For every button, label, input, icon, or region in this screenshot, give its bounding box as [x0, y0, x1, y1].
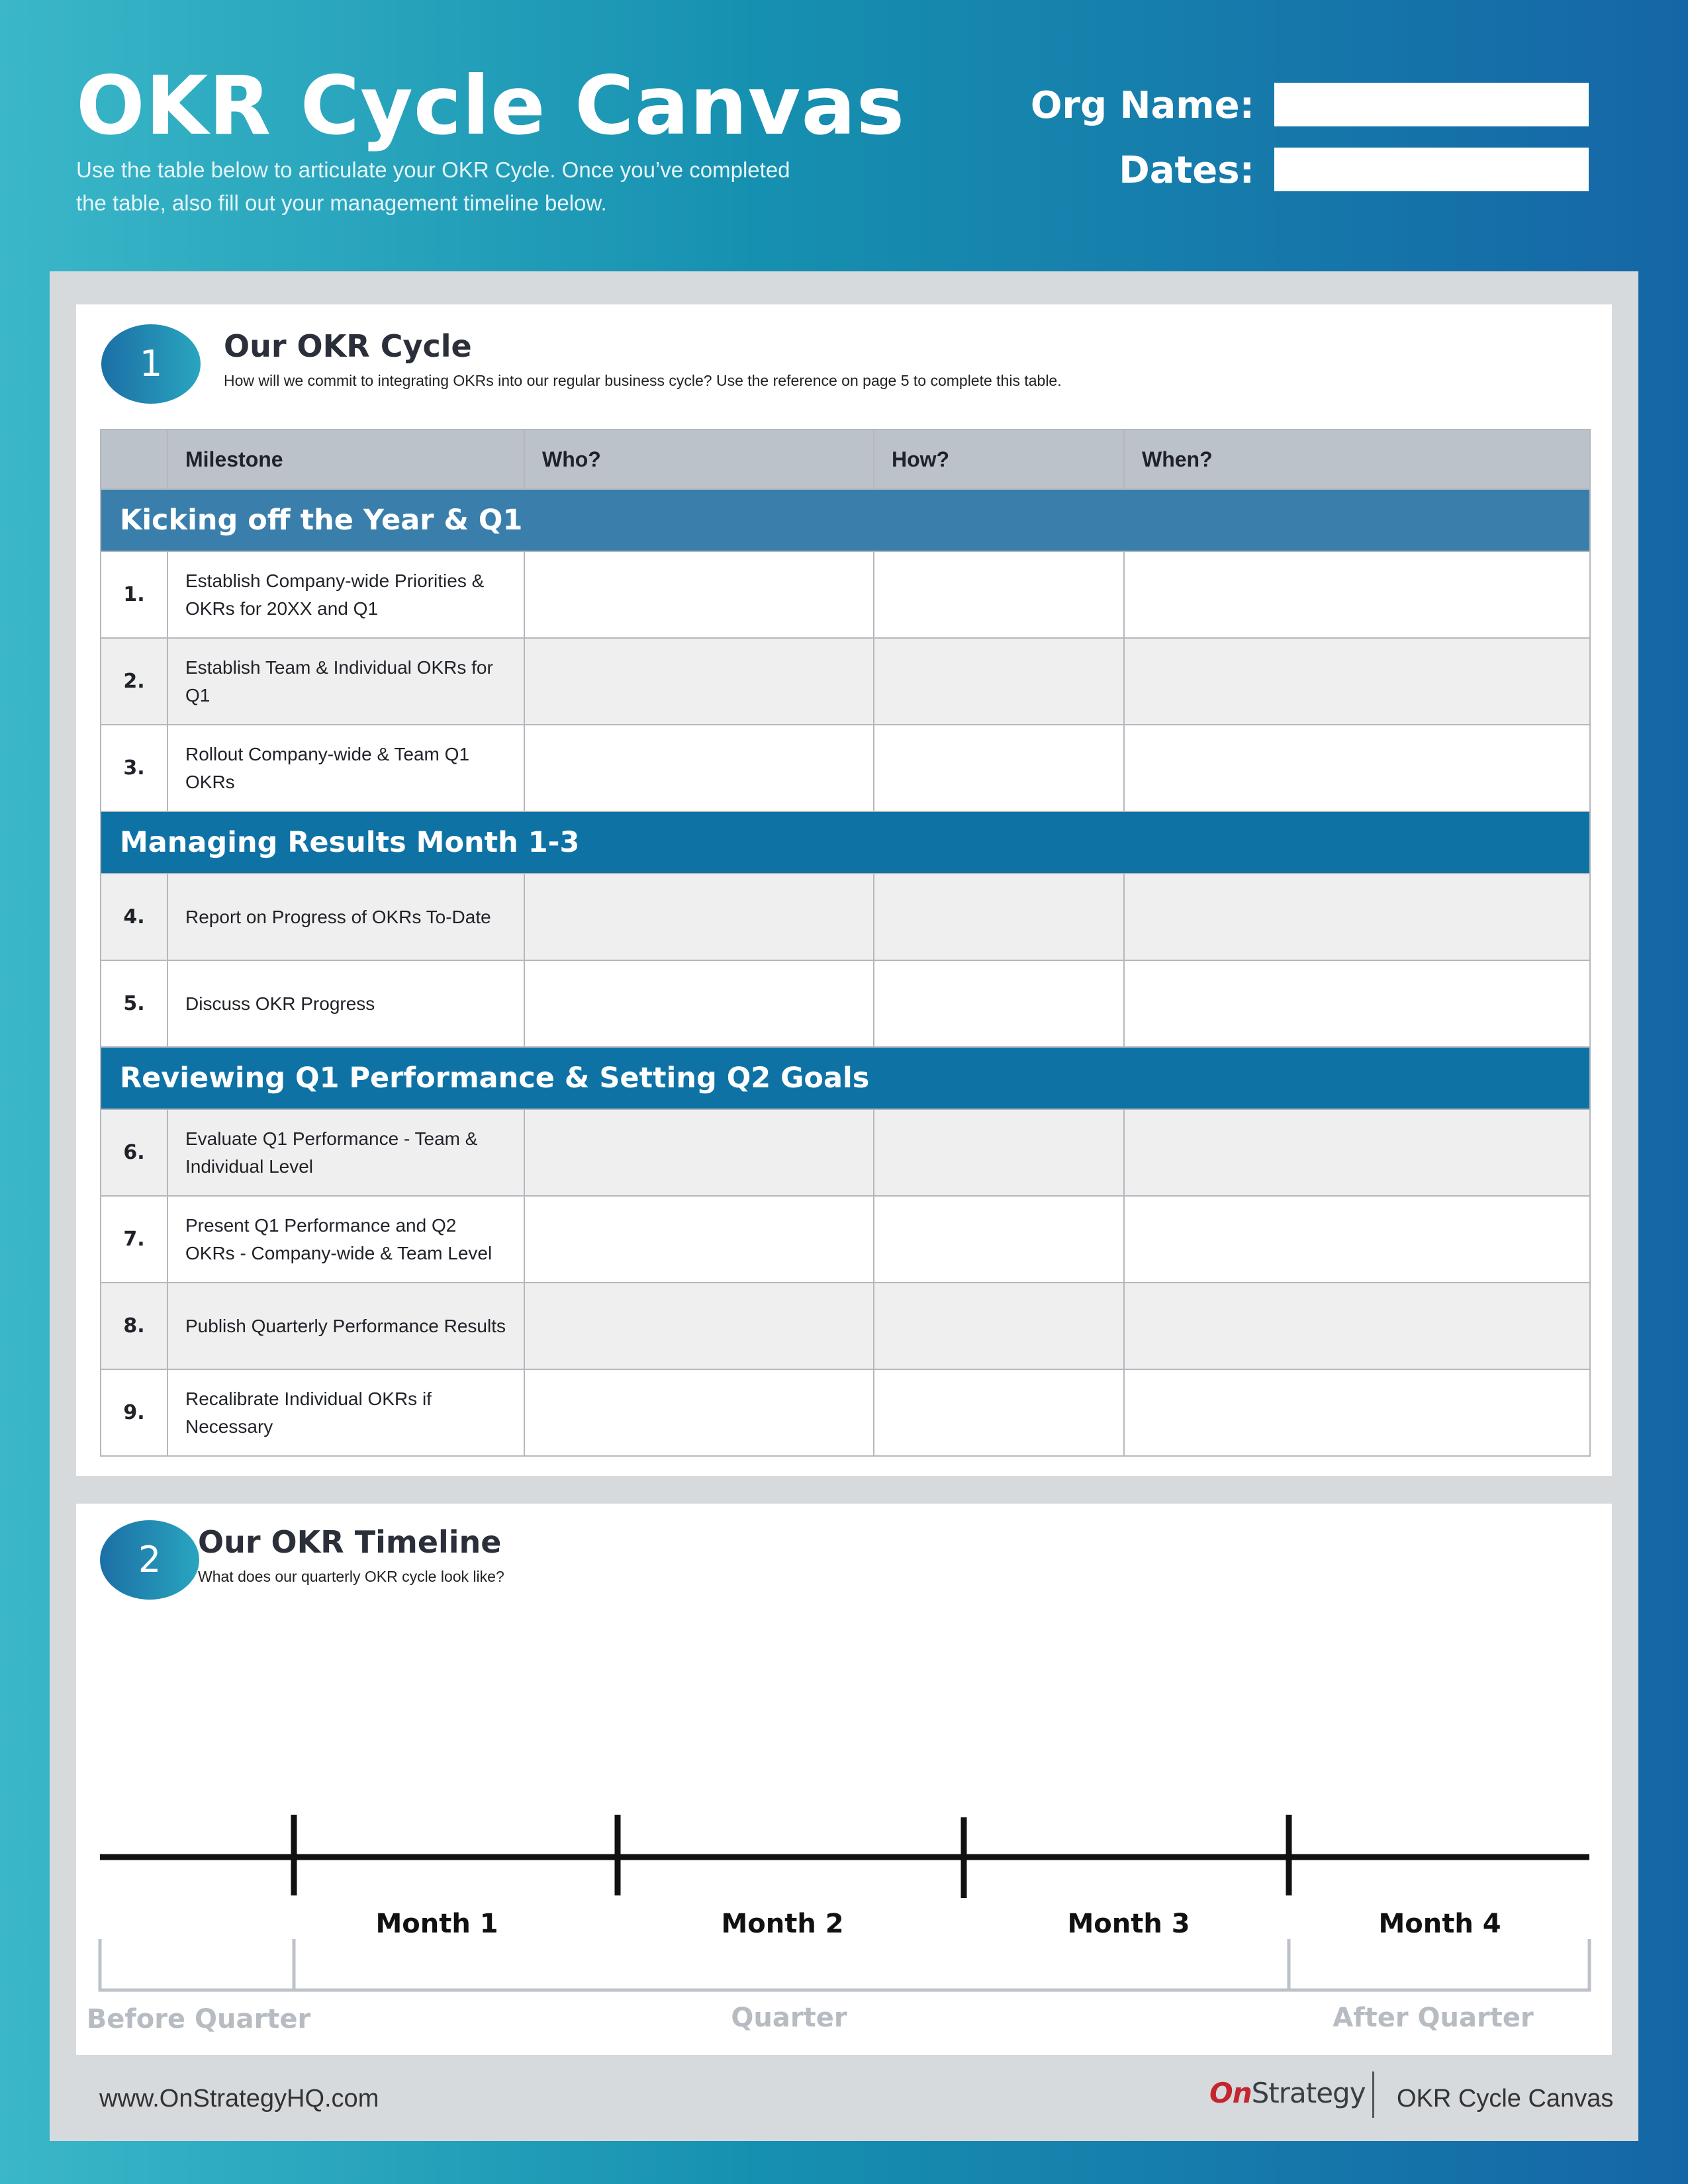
period-label-before: Before Quarter — [86, 2004, 311, 2034]
who-cell[interactable] — [524, 638, 874, 725]
month-label: Month 2 — [721, 1909, 844, 1939]
footer-document-name: OKR Cycle Canvas — [1397, 2085, 1614, 2113]
dates-input[interactable] — [1274, 148, 1589, 191]
footer-url[interactable]: www.OnStrategyHQ.com — [99, 2085, 379, 2113]
column-header-when: When? — [1124, 430, 1590, 489]
month-label: Month 3 — [1067, 1909, 1190, 1939]
okr-timeline-card — [76, 1504, 1612, 2055]
row-number: 1. — [101, 551, 167, 638]
milestone-cell: Establish Company-wide Priorities & OKRs for 20XX and Q1 — [167, 551, 524, 638]
when-cell[interactable] — [1124, 960, 1590, 1047]
subtitle-line: the table, also fill out your management timeline below. — [76, 191, 607, 215]
how-cell[interactable] — [874, 1196, 1124, 1283]
row-number: 2. — [101, 638, 167, 725]
subtitle-line: Use the table below to articulate your OKR Cycle. Once you’ve completed — [76, 158, 790, 182]
group-title: Reviewing Q1 Performance & Setting Q2 Goals — [101, 1047, 1590, 1109]
who-cell[interactable] — [524, 1196, 874, 1283]
table-row — [101, 1109, 1590, 1196]
how-cell[interactable] — [874, 874, 1124, 960]
when-cell[interactable] — [1124, 551, 1590, 638]
how-cell[interactable] — [874, 725, 1124, 811]
month-label: Month 1 — [375, 1909, 498, 1939]
section-description: How will we commit to integrating OKRs into our regular business cycle? Use the reference on page 5 to complete this table. — [224, 372, 1062, 389]
row-number: 7. — [101, 1196, 167, 1283]
after-quarter-bracket — [1289, 1939, 1589, 1990]
section-title: Our OKR Cycle — [224, 328, 472, 364]
content-panel — [50, 271, 1638, 2141]
table-row — [101, 725, 1590, 811]
milestone-cell: Present Q1 Performance and Q2 OKRs - Company-wide & Team Level — [167, 1196, 524, 1283]
who-cell[interactable] — [524, 960, 874, 1047]
section-number-badge: 2 — [100, 1520, 199, 1600]
table-header-row — [101, 430, 1590, 489]
milestone-cell: Establish Team & Individual OKRs for Q1 — [167, 638, 524, 725]
when-cell[interactable] — [1124, 874, 1590, 960]
when-cell[interactable] — [1124, 1283, 1590, 1369]
how-cell[interactable] — [874, 638, 1124, 725]
okr-cycle-card — [76, 304, 1612, 1476]
milestone-cell: Evaluate Q1 Performance - Team & Individual Level — [167, 1109, 524, 1196]
milestone-cell: Publish Quarterly Performance Results — [167, 1283, 524, 1369]
table-row — [101, 960, 1590, 1047]
column-header-who: Who? — [524, 430, 874, 489]
column-header-number — [101, 430, 167, 489]
who-cell[interactable] — [524, 725, 874, 811]
when-cell[interactable] — [1124, 638, 1590, 725]
row-number: 4. — [101, 874, 167, 960]
row-number: 8. — [101, 1283, 167, 1369]
footer-divider — [1372, 2071, 1374, 2118]
group-header-row — [101, 1047, 1590, 1109]
milestone-cell: Recalibrate Individual OKRs if Necessary — [167, 1369, 524, 1456]
period-label-after: After Quarter — [1333, 2003, 1534, 2033]
group-header-row — [101, 811, 1590, 874]
page-title: OKR Cycle Canvas — [76, 59, 906, 153]
table-row — [101, 1283, 1590, 1369]
how-cell[interactable] — [874, 1283, 1124, 1369]
table-row — [101, 551, 1590, 638]
how-cell[interactable] — [874, 551, 1124, 638]
timeline-graphic — [76, 1504, 1612, 2055]
onstrategy-logo — [1209, 2077, 1366, 2109]
how-cell[interactable] — [874, 960, 1124, 1047]
who-cell[interactable] — [524, 1369, 874, 1456]
quarter-bracket — [294, 1939, 1289, 1990]
when-cell[interactable] — [1124, 1369, 1590, 1456]
who-cell[interactable] — [524, 551, 874, 638]
group-title: Managing Results Month 1-3 — [101, 811, 1590, 874]
row-number: 5. — [101, 960, 167, 1047]
logo-strategy-text: Strategy — [1251, 2077, 1366, 2109]
section-title: Our OKR Timeline — [198, 1524, 502, 1560]
logo-on-text: On — [1209, 2077, 1252, 2109]
milestone-cell: Rollout Company-wide & Team Q1 OKRs — [167, 725, 524, 811]
table-row — [101, 638, 1590, 725]
page-subtitle — [76, 154, 824, 220]
org-name-label: Org Name: — [1030, 84, 1254, 127]
period-label-quarter: Quarter — [731, 2003, 847, 2033]
section-description: What does our quarterly OKR cycle look like? — [198, 1568, 504, 1585]
before-quarter-bracket — [100, 1939, 294, 1990]
row-number: 3. — [101, 725, 167, 811]
when-cell[interactable] — [1124, 1109, 1590, 1196]
who-cell[interactable] — [524, 1109, 874, 1196]
column-header-milestone: Milestone — [167, 430, 524, 489]
okr-cycle-table — [100, 429, 1591, 1457]
how-cell[interactable] — [874, 1109, 1124, 1196]
table-row — [101, 1196, 1590, 1283]
month-label: Month 4 — [1378, 1909, 1501, 1939]
who-cell[interactable] — [524, 1283, 874, 1369]
group-header-row — [101, 489, 1590, 551]
table-row — [101, 1369, 1590, 1456]
when-cell[interactable] — [1124, 1196, 1590, 1283]
when-cell[interactable] — [1124, 725, 1590, 811]
org-name-input[interactable] — [1274, 83, 1589, 126]
column-header-how: How? — [874, 430, 1124, 489]
milestone-cell: Discuss OKR Progress — [167, 960, 524, 1047]
table-row — [101, 874, 1590, 960]
row-number: 6. — [101, 1109, 167, 1196]
group-title: Kicking off the Year & Q1 — [101, 489, 1590, 551]
dates-label: Dates: — [1119, 149, 1254, 192]
milestone-cell: Report on Progress of OKRs To-Date — [167, 874, 524, 960]
how-cell[interactable] — [874, 1369, 1124, 1456]
section-number-badge: 1 — [101, 324, 201, 404]
row-number: 9. — [101, 1369, 167, 1456]
who-cell[interactable] — [524, 874, 874, 960]
